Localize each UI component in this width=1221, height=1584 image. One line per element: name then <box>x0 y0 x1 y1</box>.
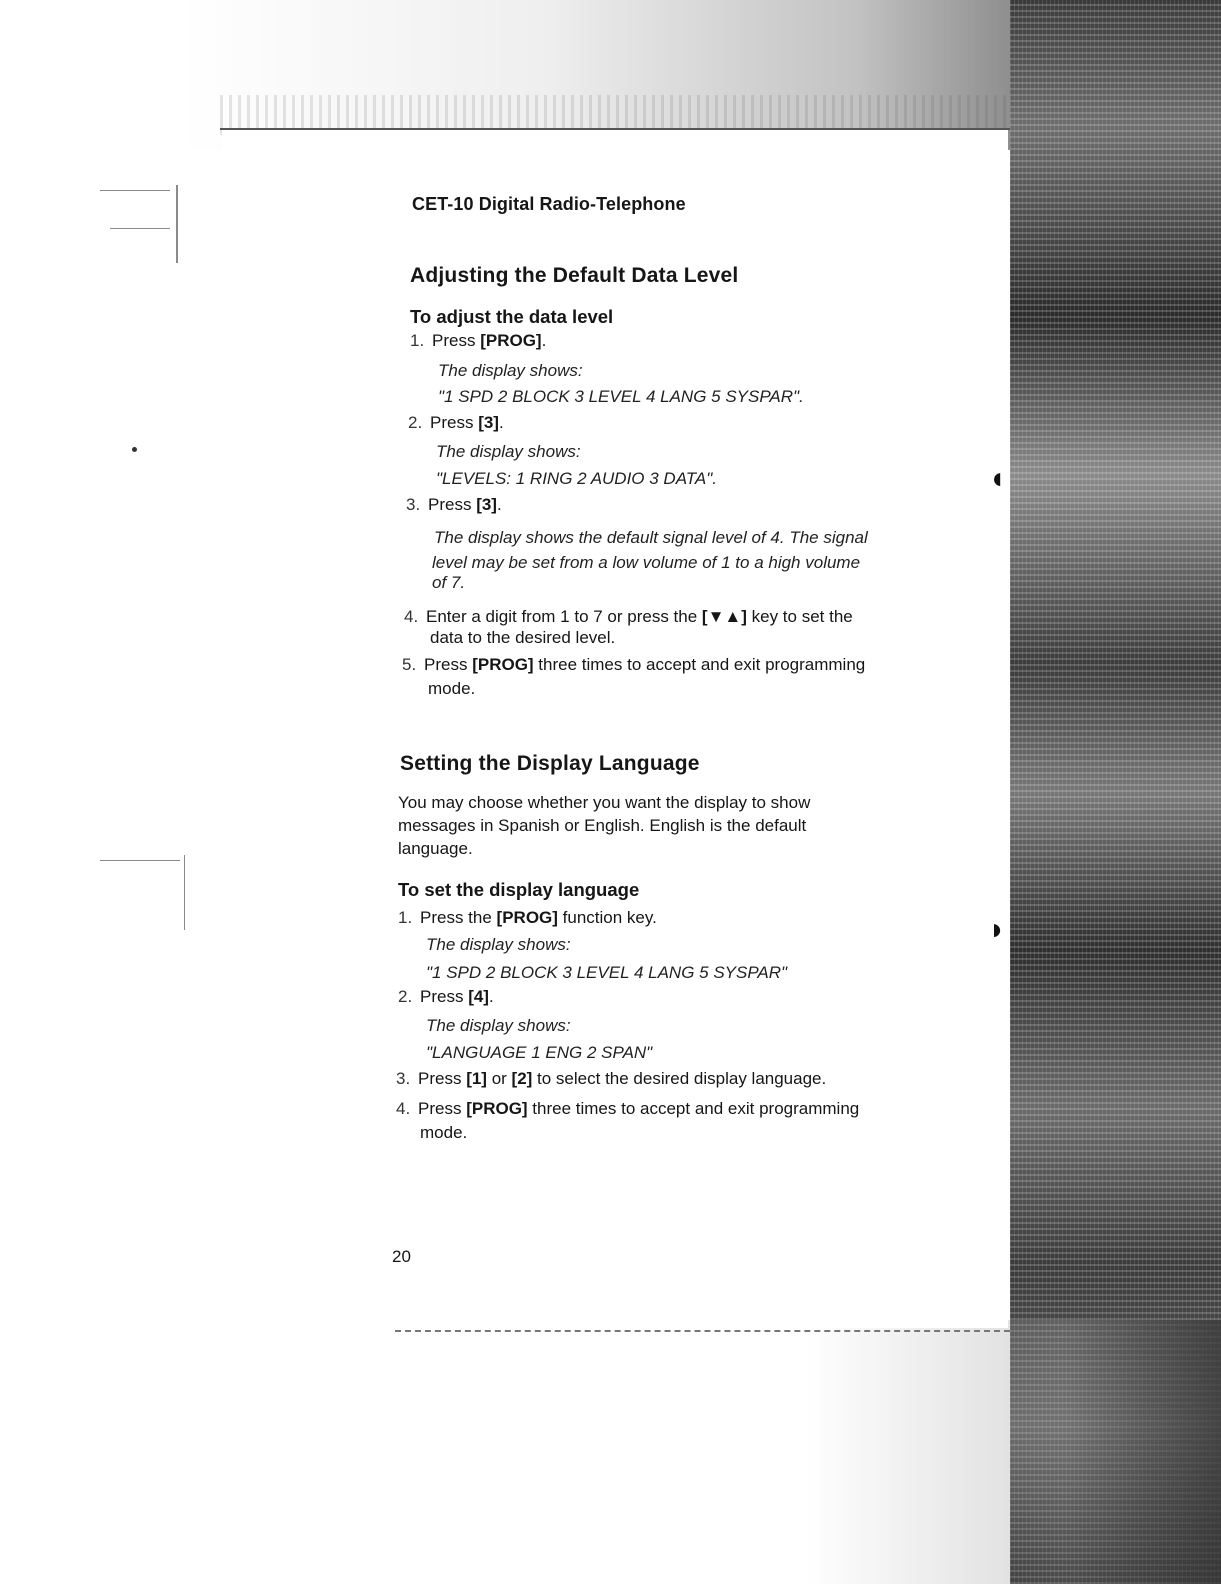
intro-paragraph-line: messages in Spanish or English. English is the default <box>398 816 807 835</box>
step-text: . <box>498 413 504 432</box>
subheading-set-display-language: To set the display language <box>398 879 640 900</box>
key-label: [4] <box>468 987 489 1006</box>
key-label: [3] <box>478 413 499 432</box>
step-text: Press <box>420 987 469 1006</box>
binding-mark: ◖ <box>988 462 1007 495</box>
step-number: 4. <box>396 1099 411 1118</box>
list-item <box>398 907 657 929</box>
step-text: . <box>488 987 494 1006</box>
section-heading-display-language: Setting the Display Language <box>400 752 700 775</box>
display-text: "LEVELS: 1 RING 2 AUDIO 3 DATA". <box>436 469 718 488</box>
intro-paragraph-line: You may choose whether you want the display to show <box>398 793 811 812</box>
display-label: The display shows: <box>426 935 571 954</box>
list-item <box>396 1068 826 1090</box>
scan-dot <box>132 447 137 452</box>
margin-mark <box>176 185 178 263</box>
margin-mark <box>110 228 170 229</box>
step-text: key to set the <box>746 607 853 626</box>
list-item <box>398 986 494 1008</box>
display-label: The display shows: <box>426 1016 571 1035</box>
list-item <box>396 1098 859 1120</box>
step-continuation: data to the desired level. <box>430 628 616 647</box>
step-continuation: mode. <box>420 1123 468 1142</box>
step-number: 3. <box>406 495 421 514</box>
page-edge-bottom <box>395 1330 1010 1332</box>
margin-mark <box>100 190 170 191</box>
step-text: to select the desired display language. <box>532 1069 827 1088</box>
page-sheet <box>222 130 1008 1328</box>
key-label: [2] <box>511 1069 533 1088</box>
key-label: [PROG] <box>480 331 542 350</box>
subheading-adjust-data-level: To adjust the data level <box>410 306 614 327</box>
step-number: 4. <box>404 607 419 626</box>
step-text: function key. <box>557 908 657 927</box>
display-label: The display shows: <box>436 442 581 461</box>
scan-shadow-bottom <box>180 1320 1221 1584</box>
step-text: Press <box>432 331 481 350</box>
step-text: Press <box>430 413 479 432</box>
step-number: 2. <box>408 413 423 432</box>
step-text: Press <box>418 1099 467 1118</box>
step-text: Enter a digit from 1 to 7 or press the <box>426 607 702 626</box>
step-text: Press <box>424 655 473 674</box>
key-label: [1] <box>466 1069 487 1088</box>
intro-paragraph-line: language. <box>398 839 473 858</box>
step-note: The display shows the default signal level of 4. The signal <box>434 528 868 547</box>
key-label: [PROG] <box>466 1099 528 1118</box>
step-text: three times to accept and exit programming <box>533 655 866 674</box>
step-text: Press <box>428 495 477 514</box>
step-number: 3. <box>396 1069 411 1088</box>
list-item <box>408 412 504 434</box>
step-note: of 7. <box>432 573 466 592</box>
document-header-title: CET-10 Digital Radio-Telephone <box>412 194 686 214</box>
list-item <box>410 330 546 352</box>
key-label: [3] <box>476 495 497 514</box>
step-continuation: mode. <box>428 679 476 698</box>
step-number: 5. <box>402 655 417 674</box>
display-text: "LANGUAGE 1 ENG 2 SPAN" <box>426 1043 653 1062</box>
step-text: three times to accept and exit programming <box>527 1099 860 1118</box>
step-text: Press <box>418 1069 467 1088</box>
step-note: level may be set from a low volume of 1 to a high volume <box>432 553 861 572</box>
step-text: or <box>486 1069 512 1088</box>
binding-mark: ◗ <box>988 913 1007 946</box>
step-number: 2. <box>398 987 413 1006</box>
step-number: 1. <box>398 908 413 927</box>
key-label: [▼▲] <box>701 607 747 626</box>
page-edge-top <box>220 128 1010 130</box>
list-item <box>406 494 502 516</box>
step-number: 1. <box>410 331 425 350</box>
display-label: The display shows: <box>438 361 583 380</box>
display-text: "1 SPD 2 BLOCK 3 LEVEL 4 LANG 5 SYSPAR". <box>438 387 804 406</box>
step-text: . <box>541 331 547 350</box>
key-label: [PROG] <box>472 655 534 674</box>
step-text: Press the <box>420 908 497 927</box>
list-item <box>402 654 865 676</box>
margin-mark <box>100 860 180 861</box>
display-text: "1 SPD 2 BLOCK 3 LEVEL 4 LANG 5 SYSPAR" <box>426 963 788 982</box>
step-text: . <box>496 495 502 514</box>
key-label: [PROG] <box>496 908 558 927</box>
list-item <box>404 606 853 628</box>
margin-mark <box>184 855 185 930</box>
page-number: 20 <box>392 1247 411 1266</box>
section-heading-data-level: Adjusting the Default Data Level <box>410 264 739 287</box>
